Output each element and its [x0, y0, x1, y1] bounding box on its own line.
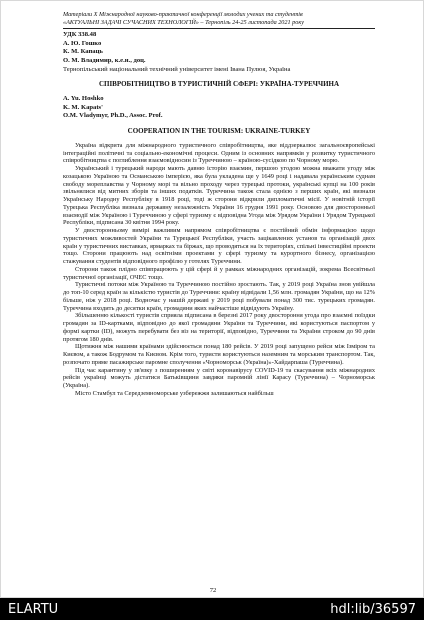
- author-en-2: K. M. Kapats': [63, 103, 103, 111]
- handle-link[interactable]: hdl:lib/36597: [330, 601, 416, 617]
- paragraph: Збільшенню кількості туристів сприяла підписана в березні 2017 року двостороння угода про взаємні поїздки громадян за ID-картками, відповідно до якої громадяни України та Туреччини, які користуються паспортом у формі картки (ID), можуть перебувати без віз на території, відповідно, Туреччини та України строком до 90 днів протягом 180 днів.: [63, 312, 375, 343]
- author-ua-1: А. Ю. Гошко: [63, 39, 102, 47]
- body-text: [63, 142, 375, 398]
- paragraph: У двосторонньому вимірі важливим напрямом співробітництва є постійний обмін інформацією щодо туристичних можливостей України та Турецької Республіки, участь зацікавлених установ та організацій двох країн у туристичних виставках, ярмарках та біржах, що проводяться на їх територіях, спільні інвестиційні проекти тощо. Сторони працюють над освітніми проектами у сфері туризму та курортного бізнесу, організацією стажування студентів відповідного профілю у готелях Туреччини.: [63, 227, 375, 266]
- paragraph: Щотижня між нашими країнами здійснюється понад 180 рейсів. У 2019 році запущено рейси між Ізміром та Києвом, а також Бодрумом та Києвом. Крім того, туристи користуються наземним та морським транспортом. Так, розпочато пряме пасажирське паромне сполучення «Чорноморськ (Україна)»-Хайдарпаша (Туреччина).: [63, 343, 375, 366]
- header-line-2: «АКТУАЛЬНІ ЗАДАЧІ СУЧАСНИХ ТЕХНОЛОГІЙ» – Тернопіль 24-25 листопада 2021 року: [63, 18, 304, 26]
- paragraph: Україна відкрита для міжнародного туристичного співробітництва, яке віддзеркалює загальноєвропейські інтеграційні політичні та соціально-економічні процеси. Одним із основних напрямків у розвитку туристичного співробітництва є поглиблення взаємовідносин із Туреччиною – країною-сусідкою по Чорному морю.: [63, 141, 375, 165]
- title-english: COOPERATION IN THE TOURISM: UKRAINE-TURKEY: [127, 126, 311, 135]
- header-line-1: Матеріали Х Міжнародної науково-практичної конференції молодих учених та студентів: [63, 11, 303, 18]
- paragraph: Під час карантину у зв'язку з поширенням у світі коронавірусу COVID-19 та скасування всіх міжнародних рейсів українці можуть дістатися Батьківщини завдяки паромній лінії Карасу (Туреччина) – Чорноморськ (Україна).: [63, 366, 375, 390]
- repository-name: ELARTU: [8, 601, 59, 617]
- header-rule: [63, 28, 375, 29]
- author-en-1: A. Yu. Hoshko: [63, 95, 104, 103]
- author-ua-2: К. М. Капаць: [63, 48, 103, 56]
- repository-bar: [0, 598, 424, 620]
- author-en-3: O.M. Vladymyr, Ph.D., Assoc. Prof.: [63, 112, 163, 120]
- affiliation: Тернопільський національний технічний університет імені Івана Пулюя, Україна: [63, 65, 291, 73]
- paragraph: Місто Стамбул та Середземноморське узбережжя залишаються найбільш: [75, 389, 274, 397]
- conference-header: [63, 11, 375, 26]
- page-content: [63, 11, 375, 398]
- paragraph: Сторони також плідно співпрацюють у цій сфері й у рамках міжнародних організацій, зокрема Всесвітньої туристичної організації, ОЧЕС тощо.: [63, 265, 375, 281]
- paragraph: Український і турецький народи мають давню історію взаємин, першою угодою можна вважати угоду між козацькою Україною та Османською імперією, яка була укладена ще у 1649 році і надавала українським суднам свободу мореплавства у Чорному морі та вільно проходу через турецькі протоки, українські купці на 100 років звільнялися від митних зборів та інших податків. Туреччина також стала однією з перших країн, які визнали Українську Народну Республіку в 1918 році, тоді ж сторони відкрили дипломатичні місії. У новітній історії Турецька Республіка визнала державну незалежність України 16 грудня 1991 року. Основою для двосторонньої взаємодії між Україною і Туреччиною у сфері туризму є відповідна Угода між Урядом України і Урядом Турецької Республіки, підписана 30 квітня 1994 року.: [63, 165, 375, 227]
- author-ua-3: О. М. Владимир, к.е.н., доц.: [63, 56, 146, 64]
- paragraph: Туристичні потоки між Україною та Туреччиною постійно зростають. Так, у 2019 році Україна знов увійшла до топ-10 серед країн за кількістю туристів до Туреччини: країну відвідали 1,56 млн. громадян України, що на 12% більше, ніж у 2018 році. Водночас у нашій державі у 2019 році побували понад 300 тис. турецьких громадян. Туреччина входить до десятки країн, громадяни яких найчастіше відвідують Україну.: [63, 281, 375, 312]
- title-ukrainian: СПІВРОБІТНИЦТВО В ТУРИСТИЧНІЙ СФЕРІ: УКРАЇНА-ТУРЕЧЧИНА: [98, 80, 340, 89]
- udk-code: УДК 338.48: [63, 31, 97, 39]
- page-number: 72: [209, 587, 217, 594]
